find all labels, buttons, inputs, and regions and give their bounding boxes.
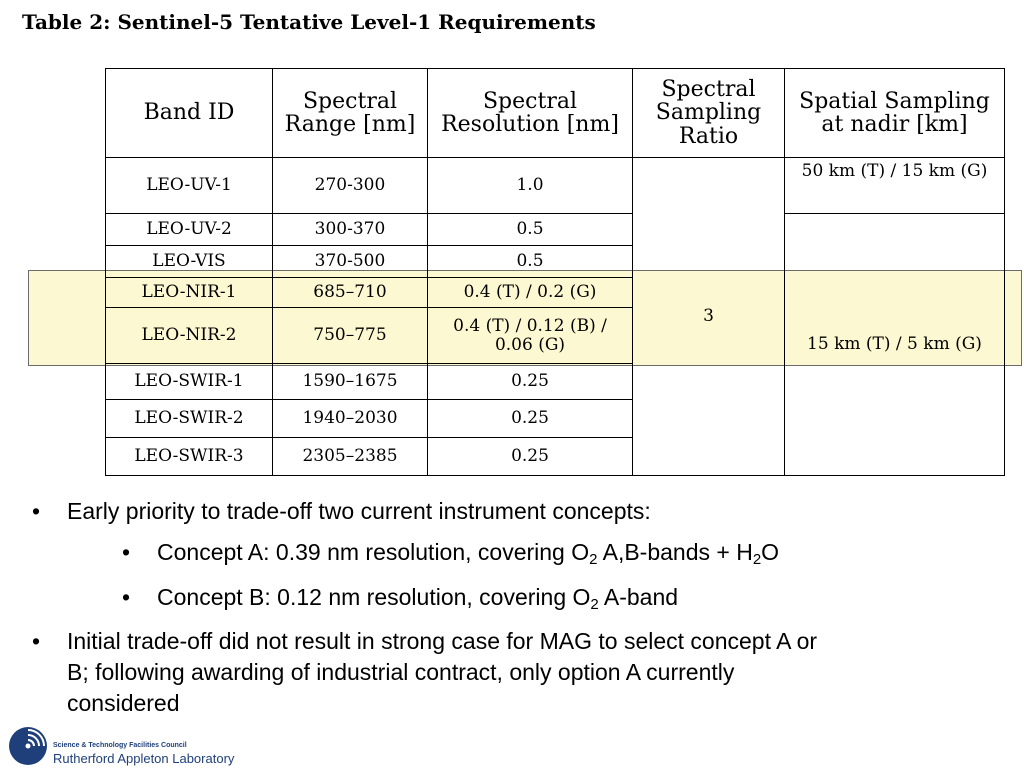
bullet-marker: • xyxy=(122,584,131,610)
header-spectral-resolution: Spectral Resolution [nm] xyxy=(428,69,633,158)
resolution-cell: 0.4 (T) / 0.12 (B) / 0.06 (G) xyxy=(428,308,633,364)
range-cell: 370-500 xyxy=(273,246,428,278)
resolution-cell: 0.25 xyxy=(428,400,633,438)
spatial-other-cell: 15 km (T) / 5 km (G) xyxy=(785,214,1005,476)
range-cell: 685–710 xyxy=(273,278,428,308)
bullet-marker: • xyxy=(32,498,41,524)
range-cell: 270-300 xyxy=(273,158,428,214)
resolution-cell: 1.0 xyxy=(428,158,633,214)
table-caption: Table 2: Sentinel-5 Tentative Level-1 Requirements xyxy=(22,10,596,34)
band-cell: LEO-UV-2 xyxy=(106,214,273,246)
stfc-logo xyxy=(8,726,235,771)
resolution-cell: 0.5 xyxy=(428,214,633,246)
resolution-cell: 0.25 xyxy=(428,438,633,476)
range-cell: 300-370 xyxy=(273,214,428,246)
range-cell: 1590–1675 xyxy=(273,364,428,400)
table-header-row xyxy=(106,69,1005,158)
range-cell: 1940–2030 xyxy=(273,400,428,438)
header-spectral-sampling-ratio: Spectral Sampling Ratio xyxy=(633,69,785,158)
table-row xyxy=(106,158,1005,214)
band-cell: LEO-SWIR-1 xyxy=(106,364,273,400)
band-cell: LEO-VIS xyxy=(106,246,273,278)
header-spatial-sampling: Spatial Sampling at nadir [km] xyxy=(785,69,1005,158)
band-cell: LEO-UV-1 xyxy=(106,158,273,214)
resolution-cell: 0.25 xyxy=(428,364,633,400)
spatial-uv1-cell: 50 km (T) / 15 km (G) xyxy=(785,158,1005,214)
band-cell: LEO-NIR-1 xyxy=(106,278,273,308)
range-cell: 750–775 xyxy=(273,308,428,364)
stfc-emblem-icon xyxy=(8,726,48,766)
bullet-marker: • xyxy=(32,628,41,654)
band-cell: LEO-NIR-2 xyxy=(106,308,273,364)
bullet-text: Early priority to trade-off two current instrument concepts: xyxy=(67,498,651,524)
header-band-id: Band ID xyxy=(106,69,273,158)
council-name: Science & Technology Facilities Council xyxy=(53,742,187,749)
sampling-ratio-cell: 3 xyxy=(633,158,785,476)
requirements-table xyxy=(105,68,1005,476)
bullet-text: Concept A: 0.39 nm resolution, covering $O_2$ A,B-bands + $H_2O$ xyxy=(157,539,780,568)
band-cell: LEO-SWIR-3 xyxy=(106,438,273,476)
laboratory-name: Rutherford Appleton Laboratory xyxy=(53,751,235,766)
resolution-cell: 0.5 xyxy=(428,246,633,278)
bullet-marker: • xyxy=(122,539,131,565)
range-cell: 2305–2385 xyxy=(273,438,428,476)
table-row xyxy=(106,214,1005,246)
bullet-text: Concept B: 0.12 nm resolution, covering $O_2$ A-band xyxy=(157,584,679,613)
bullet-text: Initial trade-off did not result in strong case for MAG to select concept A or B; following awarding of industrial contract, only option A currently considered xyxy=(67,628,818,716)
resolution-cell: 0.4 (T) / 0.2 (G) xyxy=(428,278,633,308)
header-spectral-range: Spectral Range [nm] xyxy=(273,69,428,158)
band-cell: LEO-SWIR-2 xyxy=(106,400,273,438)
